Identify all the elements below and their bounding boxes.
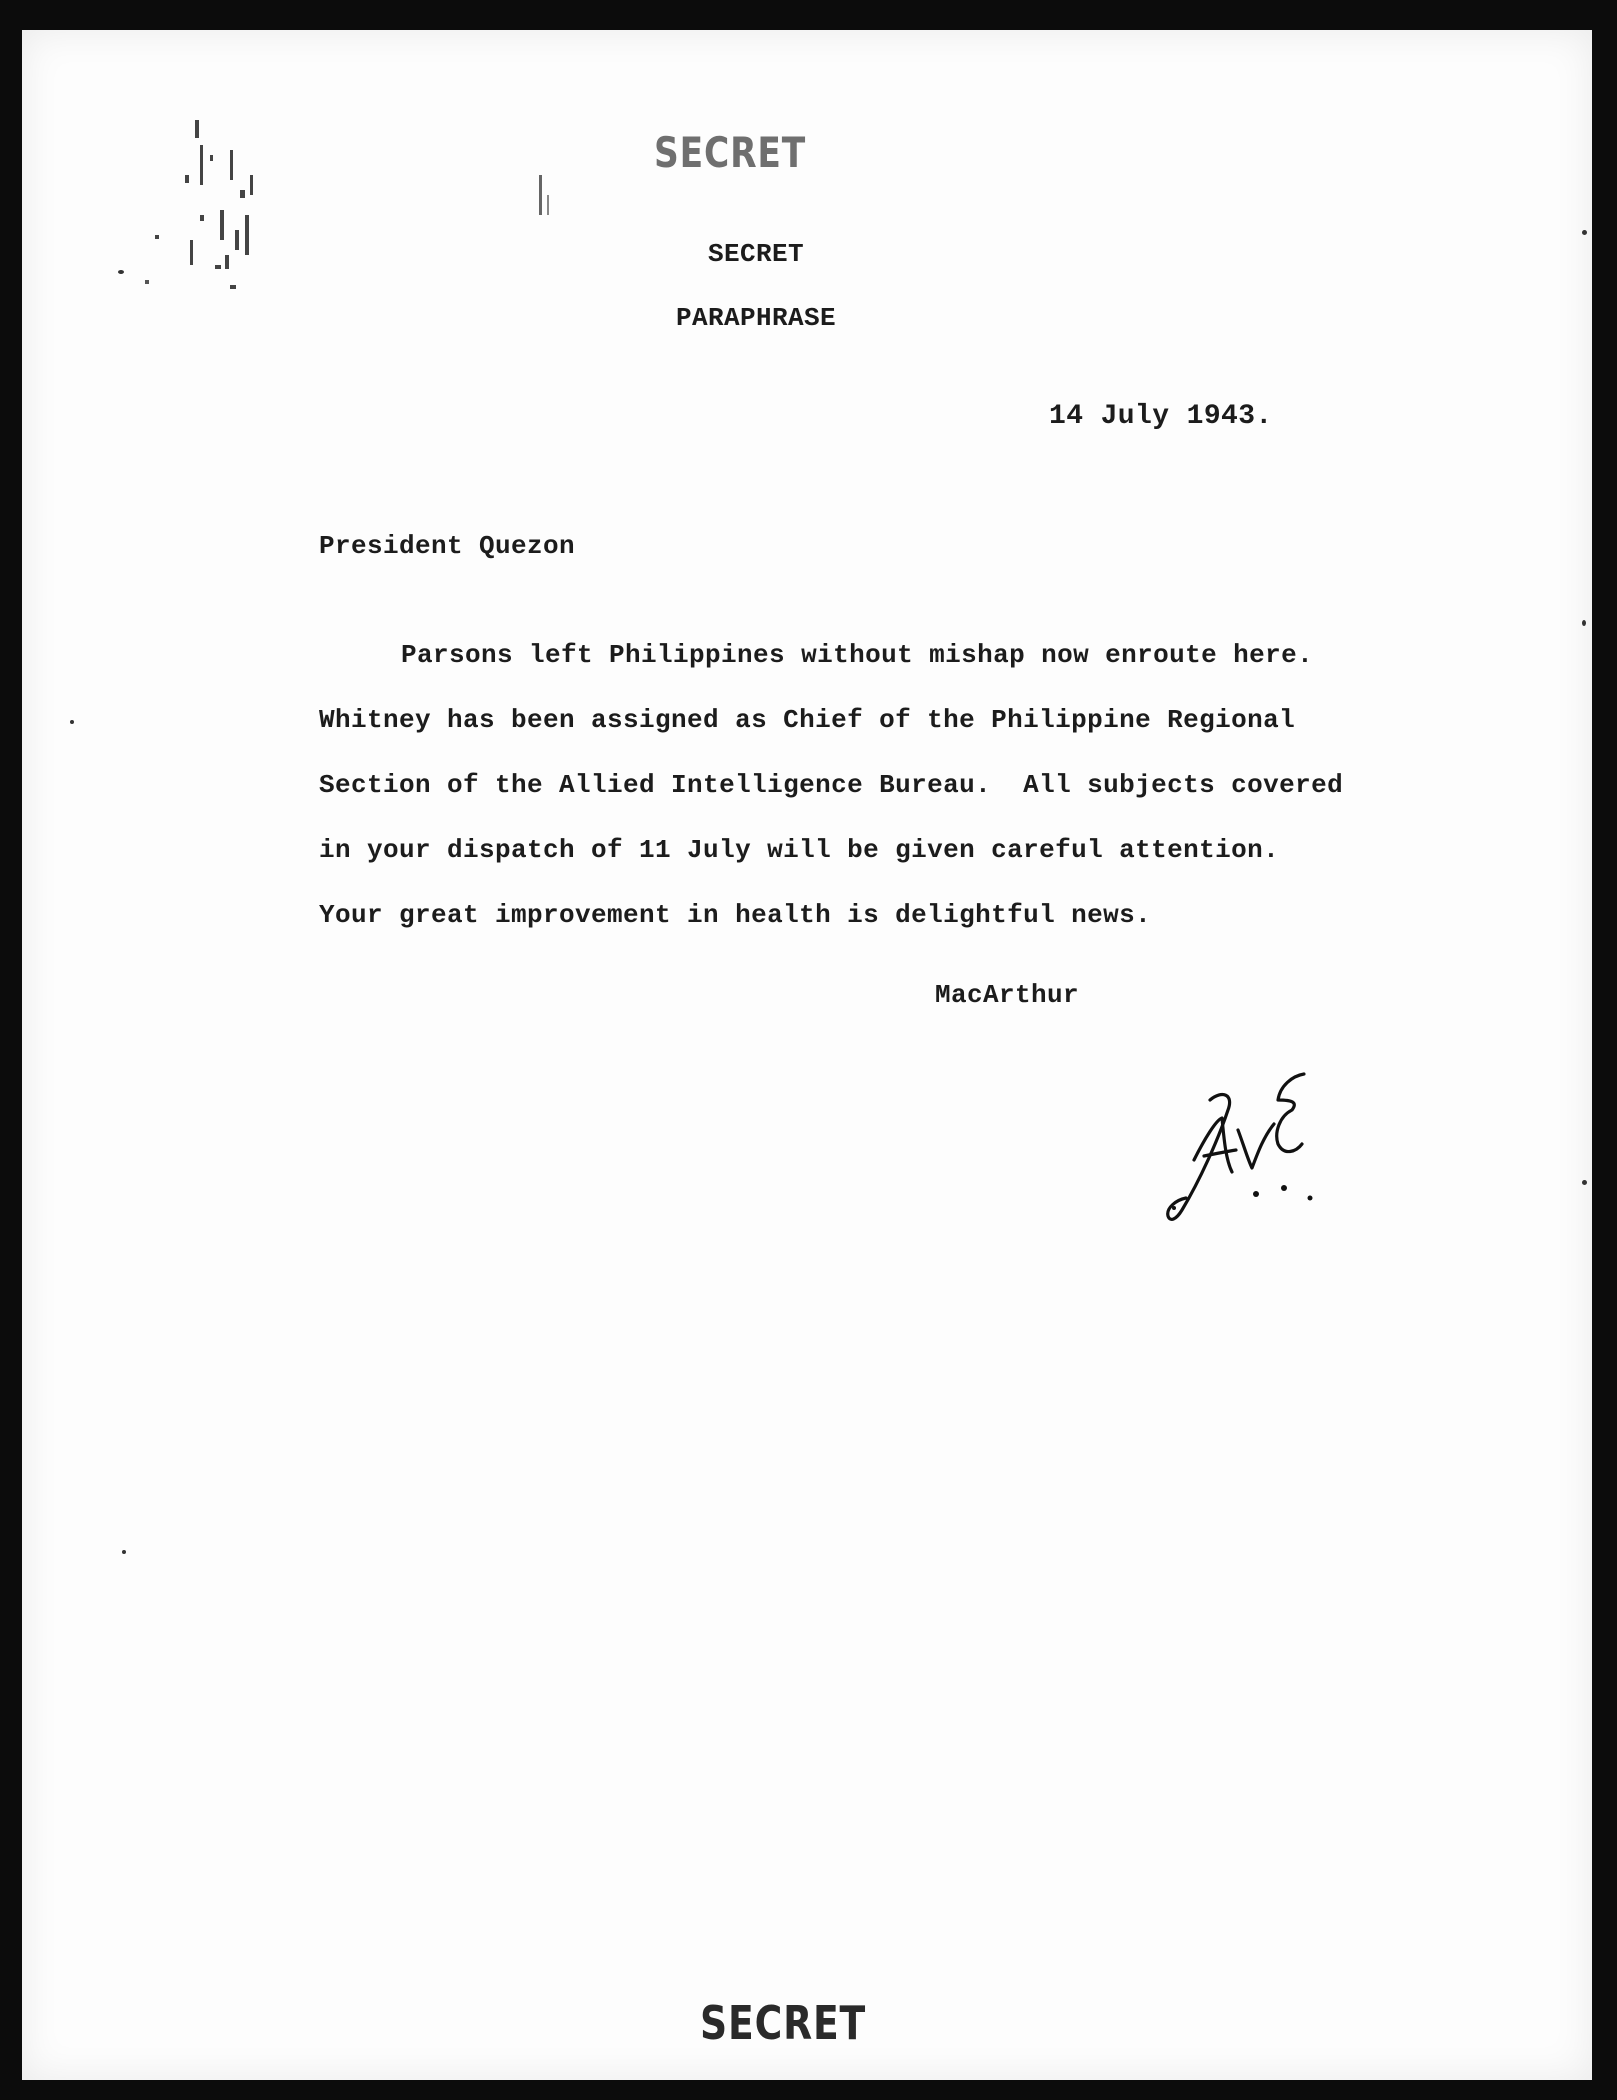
clip-marks [140, 115, 330, 315]
scan-speck [118, 270, 124, 274]
header-paraphrase: PARAPHRASE [676, 303, 837, 333]
scan-mark [537, 165, 557, 235]
secret-stamp-top: SECRET [654, 128, 807, 177]
scan-speck [1582, 1180, 1587, 1185]
body-line: Whitney has been assigned as Chief of the Philippine Regional [319, 705, 1296, 735]
scan-speck [122, 1550, 126, 1554]
body-line: Section of the Allied Intelligence Bureau. All subjects covered [319, 770, 1344, 800]
document-page [22, 30, 1592, 2080]
handwritten-initials [1152, 1060, 1322, 1240]
sender-name: MacArthur [935, 980, 1080, 1010]
message-body [319, 623, 1343, 948]
secret-stamp-bottom: SECRET [700, 1996, 867, 2050]
body-line: Parsons left Philippines without mishap now enroute here. [401, 640, 1314, 670]
body-line: in your dispatch of 11 July will be given careful attention. [319, 835, 1280, 865]
header-classification: SECRET [708, 239, 805, 269]
scan-speck [1582, 620, 1586, 626]
letter-date: 14 July 1943. [1049, 401, 1273, 432]
body-line: Your great improvement in health is delightful news. [319, 900, 1152, 930]
addressee: President Quezon [319, 531, 576, 561]
scan-speck [70, 720, 74, 724]
scan-speck [1582, 230, 1587, 235]
